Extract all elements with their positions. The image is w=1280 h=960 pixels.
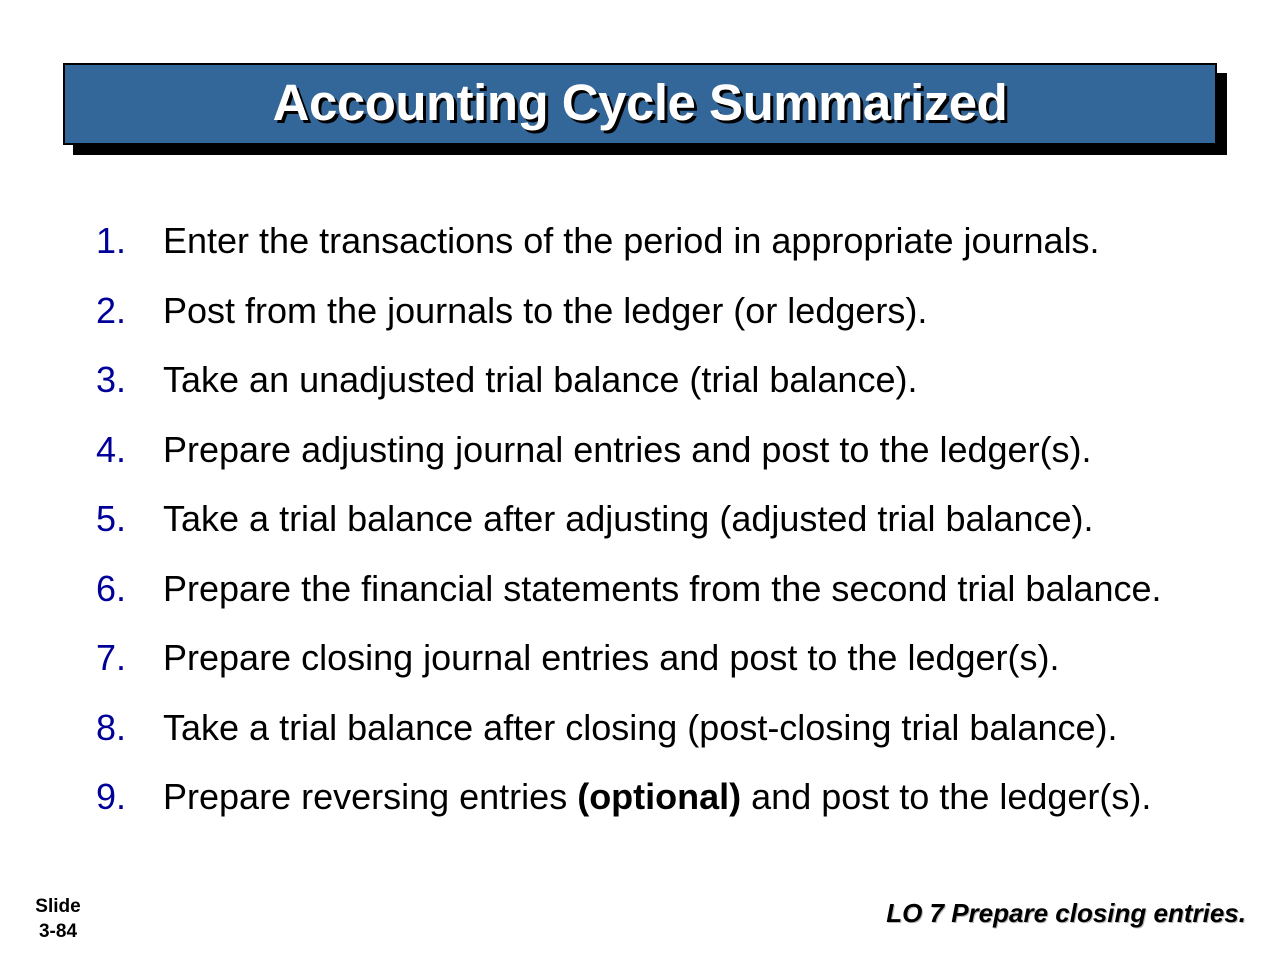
step-item bbox=[96, 492, 1256, 562]
step-number: 5. bbox=[96, 498, 127, 539]
step-item bbox=[96, 701, 1256, 771]
step-text: Take an unadjusted trial balance (trial balance). bbox=[163, 359, 918, 400]
slide-number: 3-84 bbox=[38, 921, 78, 942]
step-text: Prepare adjusting journal entries and post to the ledger(s). bbox=[163, 428, 1092, 470]
step-number: 4. bbox=[96, 428, 127, 470]
step-text-after: and post to the ledger(s). bbox=[741, 776, 1152, 817]
step-text: Take a trial balance after closing (post-closing trial balance). bbox=[163, 706, 1118, 748]
step-item bbox=[96, 353, 1256, 423]
step-item bbox=[96, 562, 1256, 632]
step-number: 6. bbox=[96, 567, 127, 609]
accounting-cycle-steps bbox=[96, 214, 1256, 840]
slide-label: Slide bbox=[35, 896, 81, 917]
step-number: 2. bbox=[96, 289, 127, 331]
step-number: 3. bbox=[96, 359, 127, 400]
step-text-before: Prepare reversing entries bbox=[163, 776, 578, 817]
slide-title: Accounting Cycle Summarized bbox=[272, 73, 1008, 131]
optional-emphasis: (optional) bbox=[577, 776, 742, 817]
step-text: Prepare the financial statements from the second trial balance. bbox=[163, 567, 1162, 609]
title-banner bbox=[63, 63, 1217, 145]
step-number: 8. bbox=[96, 706, 127, 748]
step-item bbox=[96, 631, 1256, 701]
step-text: Enter the transactions of the period in appropriate journals. bbox=[163, 220, 1100, 261]
step-item bbox=[96, 770, 1256, 840]
step-text: Post from the journals to the ledger (or ledgers). bbox=[163, 289, 928, 331]
step-item bbox=[96, 214, 1256, 284]
step-text bbox=[163, 770, 1151, 824]
learning-objective: LO 7 Prepare closing entries. bbox=[886, 898, 1246, 928]
step-text: Prepare closing journal entries and post to the ledger(s). bbox=[163, 637, 1060, 678]
step-text: Take a trial balance after adjusting (adjusted trial balance). bbox=[163, 498, 1094, 539]
step-item bbox=[96, 284, 1256, 354]
step-item bbox=[96, 423, 1256, 493]
step-number: 1. bbox=[96, 220, 127, 261]
step-number: 9. bbox=[96, 776, 127, 817]
step-number: 7. bbox=[96, 637, 127, 678]
slide-number-block bbox=[28, 894, 88, 944]
